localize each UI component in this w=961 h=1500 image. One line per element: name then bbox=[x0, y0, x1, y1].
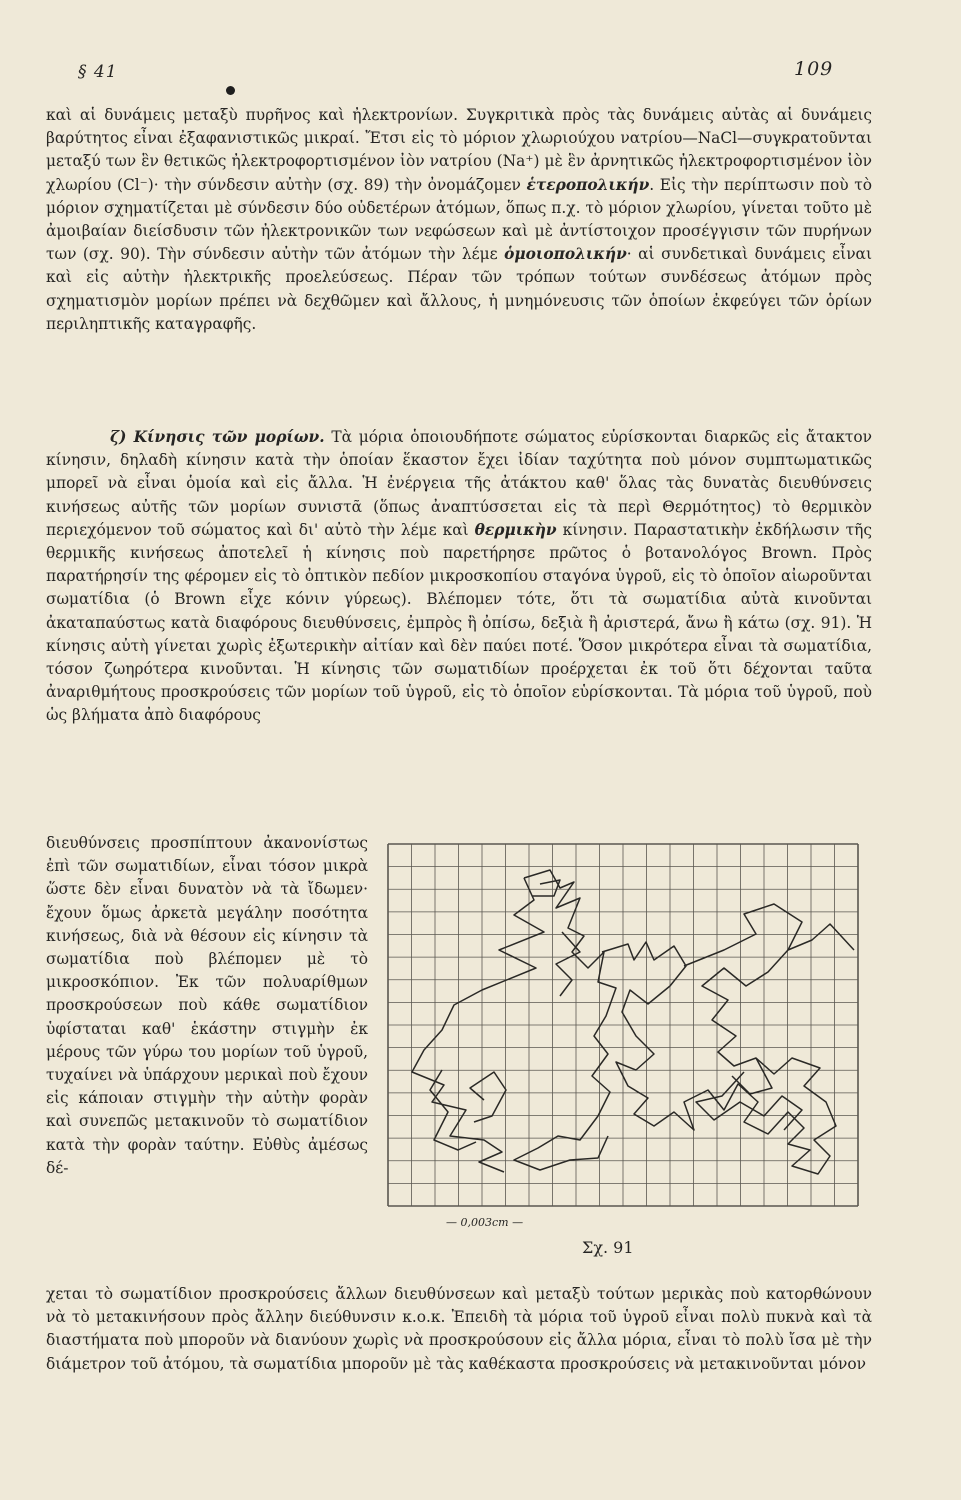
term-heteropolar: ἑτεροπολικήν bbox=[526, 175, 650, 194]
paragraph-text: Τὰ μόρια ὁποιουδήποτε σώματος εὑρίσκονται διαρκῶς εἰς ἄτακτον κίνησιν, δηλαδὴ κίνησιν κατὰ τὴν ὁποίαν ἕκαστον ἔχει ἰδίαν ταχύτητα ποὺ μόνον συμπτωματικῶς μπορεῖ νὰ εἶναι ὁμοία καὶ εἰς ἄλλα. Ἡ ἐνέργεια τῆς ἀτάκτου καθ' ὅλας τὰς δυνατὰς διευθύνσεις κινήσεως αὐτῆς τῶν μορίων συνιστᾶ (ὅπως ἀναπτύσσεται εἰς τὰ περὶ Θερμότητος) τὸ θερμικὸν περιεχόμενον τοῦ σώματος καὶ δι' αὐτὸ τὴν λέμε καὶ bbox=[46, 428, 872, 539]
ink-dot bbox=[226, 86, 235, 95]
scale-bar-label: — 0,003cm — bbox=[446, 1216, 524, 1229]
paragraph-text: κίνησιν. Παραστατικὴν ἐκδήλωσιν τῆς θερμικῆς κινήσεως ἀποτελεῖ ἡ κίνησις ποὺ παρετήρησε πρῶτος ὁ βοτανολόγος Brown. Πρὸς παρατήρησίν της φέρομεν εἰς τὸ ὀπτικὸν πεδίον μικροσκοπίου σταγόνα ὑγροῦ, εἰς τὸ ὁποῖον αἰωροῦνται σωματίδια (ὁ Brown εἶχε κόνιν γύρεως). Βλέπομεν τότε, ὅτι τὰ σωματίδια αὐτὰ κινοῦνται ἀκαταπαύστως κατὰ διαφόρους διευθύνσεις, ἐμπρὸς ἢ ὀπίσω, δεξιὰ ἢ ἀριστερά, ἄνω ἢ κάτω (σχ. 91). Ἡ κίνησις αὐτὴ γίνεται χωρὶς ἐξωτερικὴν αἰτίαν καὶ δὲν παύει ποτέ. Ὅσον μικρότερα εἶναι τὰ σωματίδια, τόσον ζωηρότερα κινοῦνται. Ἡ κίνησις τῶν σωματιδίων προέρχεται ἐκ τοῦ ὅτι δέχονται ταῦτα ἀναριθμήτους προσκρούσεις τῶν μορίων τοῦ ὑγροῦ, εἰς τὸ ὁποῖον εὑρίσκονται. Τὰ μόρια τοῦ ὑγροῦ, ποὺ ὡς βλήματα ἀπὸ διαφόρους bbox=[46, 520, 872, 725]
figure-caption: Σχ. 91 bbox=[582, 1238, 634, 1257]
paragraph-text: . Εἰς τὴν περίπτωσιν ποὺ τὸ μόριον σχηματίζεται μὲ σύνδεσιν δύο οὐδετέρων ἀτόμων, ὅπως π.χ. τὸ μόριον χλωρίου, γίνεται τοῦτο μὲ ἀμοιβαίαν διείσδυσιν τῶν ἠλεκτρονικῶν των νεφώσεων καὶ μὲ ἀντίστοιχον προσέγγισιν τῶν πυρήνων των (σχ. 90). Τὴν σύνδεσιν αὐτὴν τῶν ἀτόμων τὴν λέμε bbox=[46, 175, 872, 264]
particle-path bbox=[684, 904, 802, 966]
term-homopolar: ὁμοιοπολικήν bbox=[504, 245, 627, 264]
paragraph-text: · αἱ συνδετικαὶ δυνάμεις εἶναι καὶ εἰς αὐτὴν ἠλεκτρικῆς προελεύσεως. Πέραν τῶν τρόπων τούτων συνδέσεως ἀτόμων πρὸς σχηματισμὸν μορίων πρέπει νὰ δεχθῶμεν καὶ ἄλλους, ἡ μνημόνευσις τῶν ὁποίων ἐκφεύγει τῶν ὁρίων περιληπτικῆς καταγραφῆς. bbox=[46, 245, 872, 333]
paragraph-bonds bbox=[46, 104, 872, 336]
particle-path bbox=[556, 932, 580, 996]
wrapped-text-column bbox=[46, 832, 368, 1180]
particle-path bbox=[696, 1072, 802, 1130]
particle-path bbox=[732, 1058, 772, 1094]
particle-path bbox=[602, 924, 854, 1174]
term-thermal: θερμικὴν bbox=[474, 520, 557, 539]
paragraph-continuation bbox=[46, 1283, 872, 1376]
paragraph-text: καὶ αἱ δυνάμεις μεταξὺ πυρῆνος καὶ ἠλεκτρονίων. Συγκριτικὰ πρὸς τὰς δυνάμεις αὐτὰς αἱ δυνάμεις βαρύτητος εἶναι ἐξαφανιστικῶς μικραί. Ἔτσι εἰς τὸ μόριον χλωριούχου νατρίου—NaCl—συγκρατοῦνται μεταξύ των ἓν θετικῶς ἠλεκτροφορτισμένον ἰὸν νατρίου (Na⁺) μὲ ἓν ἀρνητικῶς ἠλεκτροφορτισμένον ἰὸν χλωρίου (Cl⁻)· τὴν σύνδεσιν αὐτὴν (σχ. 89) τὴν ὀνομάζομεν bbox=[46, 106, 872, 194]
particle-path bbox=[470, 1072, 506, 1122]
brownian-grid-diagram bbox=[384, 840, 862, 1210]
section-heading: ζ) Κίνησις τῶν μορίων. bbox=[110, 428, 325, 446]
paragraph-text: διευθύνσεις προσπίπτουν ἀκανονίστως ἐπὶ τῶν σωματιδίων, εἶναι τόσον μικρὰ ὥστε δὲν εἶναι δυνατὸν νὰ τὰ ἴδωμεν· ἔχουν ὅμως ἀρκετὰ μεγάλην ποσότητα κινήσεως, διὰ νὰ θέσουν εἰς κίνησιν τὰ σωματίδια ποὺ βλέπομεν μὲ τὸ μικροσκόπιον. Ἐκ τῶν πολυαρίθμων προσκρούσεων ποὺ κάθε σωματίδιον ὑφίσταται καθ' ἑκάστην στιγμὴν ἐκ μέρους τῶν γύρω του μορίων τοῦ ὑγροῦ, τυχαίνει νὰ ὑπάρχουν μερικαὶ ποὺ ἔχουν εἰς κάποιαν στιγμὴν τὴν αὐτὴν φορὰν καὶ συνεπῶς μετακινοῦν τὸ σωματίδιον κατὰ τὴν φορὰν ταύτην. Εὐθὺς ἀμέσως δέ- bbox=[46, 834, 368, 1177]
particle-path bbox=[532, 880, 560, 896]
paragraph-molecular-motion bbox=[46, 426, 872, 728]
brownian-motion-figure bbox=[384, 840, 862, 1210]
section-number: § 41 bbox=[78, 62, 118, 82]
paragraph-text: χεται τὸ σωματίδιον προσκρούσεις ἄλλων διευθύνσεων καὶ μεταξὺ τούτων μερικὰς ποὺ κατορθώνουν νὰ τὸ μετακινήσουν πρὸς ἄλλην διεύθυνσιν κ.ο.κ. Ἐπειδὴ τὰ μόρια τοῦ ὑγροῦ εἶναι πολὺ πυκνὰ καὶ τὰ διαστήματα ποὺ μποροῦν νὰ διανύουν χωρὶς νὰ προσκρούσουν εἰς ἄλλα μόρια, εἶναι τὸ πολὺ ἴσα μὲ τὴν διάμετρον τοῦ ἀτόμου, τὰ σωματίδια μποροῦν μὲ τὰς καθέκαστα προσκρούσεις νὰ μετακινοῦνται μόνον bbox=[46, 1285, 872, 1373]
page-number: 109 bbox=[794, 58, 834, 80]
